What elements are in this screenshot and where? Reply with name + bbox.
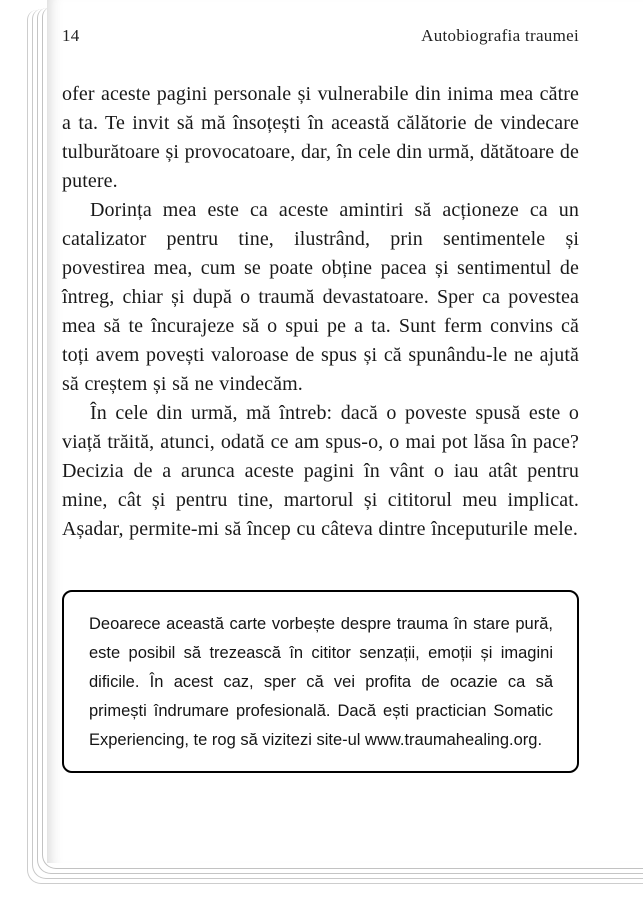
page-content bbox=[47, 0, 643, 863]
running-header bbox=[62, 26, 579, 46]
running-title: Autobiografia traumei bbox=[421, 26, 579, 45]
page-number: 14 bbox=[62, 26, 80, 45]
body-text bbox=[62, 80, 579, 544]
paragraph-2: Dorința mea este ca aceste amintiri să acționeze ca un catalizator pentru tine, ilustrând, prin sentimentele și povestirea mea, cum se poate obține pacea și sentimentul de întreg, chiar și după o traumă devastatoare. Sper ca povestea mea să te încurajeze să o spui pe a ta. Sunt ferm convins că toți avem povești valoroase de spus și că spunându-le ne ajută să creștem și să ne vindecăm. bbox=[62, 199, 579, 395]
note-box bbox=[62, 590, 579, 773]
paragraph-1: ofer aceste pagini personale și vulnerabile din inima mea către a ta. Te invit să mă însoțești în această călătorie de vindecare tulburătoare și provocatoare, dar, în cele din urmă, dătătoare de putere. bbox=[62, 83, 579, 192]
paragraph-3: În cele din urmă, mă întreb: dacă o poveste spusă este o viață trăită, atunci, odată ce am spus-o, o mai pot lăsa în pace? Decizia de a arunca aceste pagini în vânt o iau atât pentru mine, cât și pentru tine, martorul și cititorul meu implicat. Așadar, permite-mi să încep cu câteva dintre începuturile mele. bbox=[62, 402, 579, 540]
note-text: Deoarece această carte vorbește despre trauma în stare pură, este posibil să trezească în cititor senzații, emoții și imagini dificile. În acest caz, sper că vei profita de ocazie ca să primești îndrumare profesională. Dacă ești practician Somatic Experiencing, te rog să vizitezi site-ul www.traumahealing.org. bbox=[89, 615, 553, 749]
